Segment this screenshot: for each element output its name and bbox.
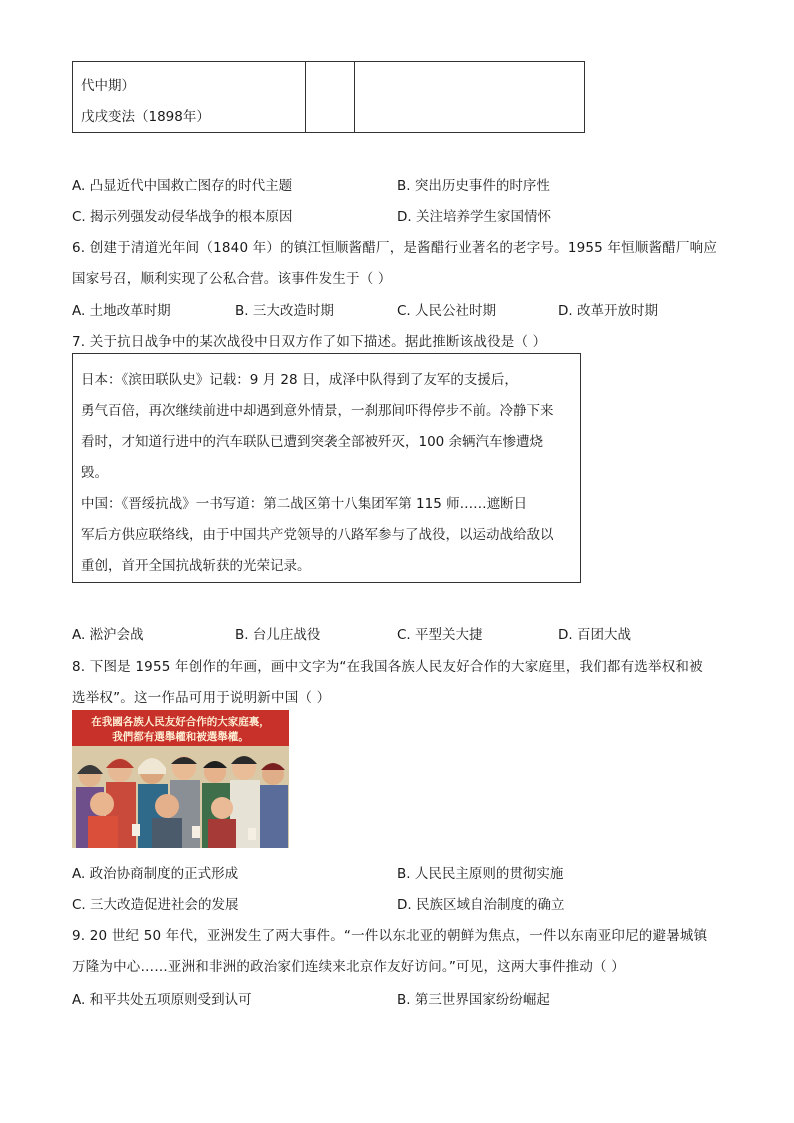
q8-option-b: B. 人民民主原则的贯彻实施 xyxy=(397,866,564,882)
table-cell-text: 代中期） xyxy=(81,78,135,94)
q7-option-a: A. 淞沪会战 xyxy=(72,627,144,643)
q5-option-a: A. 凸显近代中国救亡图存的时代主题 xyxy=(72,178,293,194)
q8-option-d: D. 民族区域自治制度的确立 xyxy=(397,897,565,913)
table-cell-event xyxy=(73,62,306,132)
new-year-poster-image xyxy=(72,710,289,848)
q8-stem-line1: 8. 下图是 1955 年创作的年画，画中文字为“在我国各族人民友好合作的大家庭里，我们都有选举权和被 xyxy=(72,659,703,675)
q5-option-c: C. 揭示列强发动侵华战争的根本原因 xyxy=(72,209,293,225)
events-table xyxy=(72,61,585,133)
table-cell-text: 戊戌变法（1898年） xyxy=(81,109,210,125)
q9-stem-line2: 万隆为中心……亚洲和非洲的政治家们连续来北京作友好访问。”可见，这两大事件推动（ ） xyxy=(72,959,625,975)
quote-line: 日本：《滨田联队史》记载：9 月 28 日，成泽中队得到了友军的支援后， xyxy=(81,372,518,388)
q8-stem-line2: 选举权”。这一作品可用于说明新中国（ ） xyxy=(72,690,331,706)
q9-option-a: A. 和平共处五项原则受到认可 xyxy=(72,992,252,1008)
q7-option-d: D. 百团大战 xyxy=(558,627,631,643)
q7-stem: 7. 关于抗日战争中的某次战役中日双方作了如下描述。据此推断该战役是（ ） xyxy=(72,334,547,350)
poster-banner xyxy=(72,710,289,746)
quote-line: 重创，首开全国抗战斩获的光荣记录。 xyxy=(81,558,311,574)
poster-people-illustration xyxy=(72,746,289,848)
q6-stem-line1: 6. 创建于清道光年间（1840 年）的镇江恒顺酱醋厂，是酱醋行业著名的老字号。1955 年恒顺酱醋厂响应 xyxy=(72,240,718,256)
q5-option-d: D. 关注培养学生家国情怀 xyxy=(397,209,551,225)
q6-option-c: C. 人民公社时期 xyxy=(397,303,497,319)
quote-line: 勇气百倍，再次继续前进中却遇到意外情景，一刹那间吓得停步不前。冷静下来 xyxy=(81,403,554,419)
quote-line: 中国：《晋绥抗战》一书写道：第二战区第十八集团军第 115 师……遮断日 xyxy=(81,496,528,512)
table-cell-empty xyxy=(355,62,584,132)
quote-line: 看时，才知道行进中的汽车联队已遭到突袭全部被歼灭，100 余辆汽车惨遭烧 xyxy=(81,434,544,450)
q6-stem-line2: 国家号召，顺利实现了公私合营。该事件发生于（ ） xyxy=(72,271,392,287)
q6-option-a: A. 土地改革时期 xyxy=(72,303,171,319)
quote-line: 军后方供应联络线，由于中国共产党领导的八路军参与了战役，以运动战给敌以 xyxy=(81,527,554,543)
poster-caption-line1: 在我國各族人民友好合作的大家庭裏， xyxy=(91,716,270,728)
quote-line: 毁。 xyxy=(81,465,108,481)
q6-option-b: B. 三大改造时期 xyxy=(235,303,334,319)
q7-quote-box xyxy=(72,353,581,583)
q6-option-d: D. 改革开放时期 xyxy=(558,303,658,319)
q7-option-c: C. 平型关大捷 xyxy=(397,627,483,643)
q5-option-b: B. 突出历史事件的时序性 xyxy=(397,178,550,194)
poster-caption-line2: 我們都有選舉權和被選舉權。 xyxy=(112,731,249,743)
q9-stem-line1: 9. 20 世纪 50 年代，亚洲发生了两大事件。“一件以东北亚的朝鲜为焦点，一件以东南亚印尼的避暑城镇 xyxy=(72,928,708,944)
q9-option-b: B. 第三世界国家纷纷崛起 xyxy=(397,992,550,1008)
q8-option-c: C. 三大改造促进社会的发展 xyxy=(72,897,239,913)
table-cell-empty xyxy=(305,62,355,132)
q8-option-a: A. 政治协商制度的正式形成 xyxy=(72,866,239,882)
q7-option-b: B. 台儿庄战役 xyxy=(235,627,321,643)
